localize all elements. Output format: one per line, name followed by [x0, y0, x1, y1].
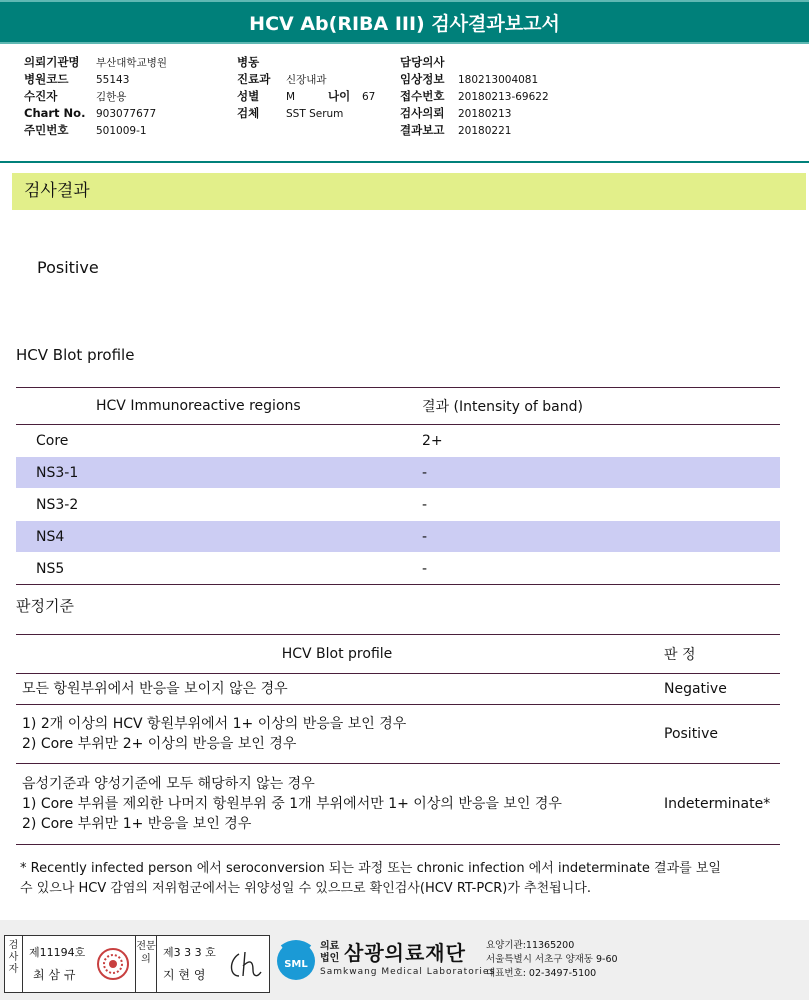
- table-header: [16, 388, 780, 425]
- specialist-name: 지 현 영: [163, 968, 206, 982]
- org-phone: 대표번호: 02-3497-5100: [486, 968, 597, 979]
- judge-cell: Negative: [658, 674, 780, 705]
- org-address: 서울특별시 서초구 양재동 9-60: [486, 954, 618, 965]
- info-value: 180213004081: [458, 74, 539, 86]
- column-header: 판 정: [658, 635, 780, 674]
- examiner-label: 검사자: [5, 936, 23, 992]
- legal-prefix: [320, 941, 339, 965]
- info-value: 김한용: [96, 91, 127, 103]
- table-row: [16, 521, 780, 553]
- footnote: [20, 859, 780, 899]
- table-row: [16, 764, 780, 845]
- criteria-line: 1) 2개 이상의 HCV 항원부위에서 1+ 이상의 반응을 보인 경우: [22, 716, 407, 732]
- info-label: Chart No.: [24, 106, 86, 120]
- table-row: [16, 553, 780, 585]
- footnote-line: 수 있으나 HCV 감염의 저위험군에서는 위양성일 수 있으므로 확인검사(HCV RT-PCR)가 추천됩니다.: [20, 881, 591, 896]
- info-column-1: [24, 54, 167, 139]
- seal-icon: [95, 946, 131, 982]
- info-value: 501009-1: [96, 125, 147, 137]
- footnote-line: * Recently infected person 에서 seroconversion 되는 과정 또는 chronic infection 에서 indeterminate 결과를 보일: [20, 861, 721, 876]
- organization-contact: [486, 939, 618, 981]
- criteria-cell: [16, 705, 658, 764]
- criteria-line: 2) Core 부위만 2+ 이상의 반응을 보인 경우: [22, 736, 297, 752]
- info-label: 담당의사: [400, 55, 445, 69]
- organization-name: 삼광의료재단: [344, 941, 466, 965]
- info-value: 20180213-69622: [458, 91, 549, 103]
- profile-table: [16, 387, 780, 585]
- legal-prefix-line: 법인: [320, 953, 340, 964]
- table-row: [16, 489, 780, 521]
- section-title: 검사결과: [12, 173, 806, 210]
- result-cell: -: [421, 521, 780, 553]
- criteria-line: 모든 항원부위에서 반응을 보이지 않은 경우: [22, 681, 288, 697]
- organization-block: [318, 937, 798, 992]
- org-code: 요양기관:11365200: [486, 940, 575, 951]
- table-row: [16, 425, 780, 457]
- ward-label: 병동: [237, 55, 260, 69]
- region-cell: NS5: [16, 553, 421, 585]
- profile-heading: HCV Blot profile: [16, 346, 135, 364]
- info-value: 20180221: [458, 125, 512, 137]
- specimen-value: SST Serum: [286, 108, 344, 120]
- organization-name-en: Samkwang Medical Laboratories: [320, 967, 496, 977]
- region-cell: NS4: [16, 521, 421, 553]
- info-column-2: [237, 54, 375, 122]
- info-label: 임상정보: [400, 72, 445, 86]
- dept-label: 진료과: [237, 72, 271, 86]
- judge-cell: Positive: [658, 705, 780, 764]
- result-value: Positive: [37, 258, 99, 277]
- logo-text: SML: [284, 959, 308, 970]
- result-cell: -: [421, 553, 780, 585]
- examiner-number: 제11194호: [29, 946, 86, 959]
- result-cell: -: [421, 489, 780, 521]
- header-divider: [0, 161, 809, 163]
- criteria-cell: [16, 674, 658, 705]
- info-value: 903077677: [96, 108, 157, 120]
- region-cell: NS3-1: [16, 457, 421, 489]
- info-label: 병원코드: [24, 72, 69, 86]
- info-value: 20180213: [458, 108, 512, 120]
- report-title: HCV Ab(RIBA III) 검사결과보고서: [0, 0, 809, 44]
- info-value: 부산대학교병원: [96, 57, 168, 69]
- result-cell: 2+: [421, 425, 780, 457]
- criteria-cell: [16, 764, 658, 845]
- sex-value: M: [286, 91, 296, 103]
- legal-prefix-line: 의료: [320, 941, 340, 952]
- criteria-table: [16, 634, 780, 845]
- specialist-number: 제3 3 3 호: [163, 946, 216, 959]
- region-cell: NS3-2: [16, 489, 421, 521]
- info-label: 결과보고: [400, 123, 445, 137]
- specialist-label: 전문의: [135, 936, 157, 992]
- criteria-heading: 판정기준: [16, 597, 74, 615]
- signature-icon: [225, 946, 265, 982]
- specimen-label: 검체: [237, 106, 260, 120]
- age-label: 나이: [328, 89, 351, 103]
- info-value: 55143: [96, 74, 130, 86]
- age-value: 67: [362, 91, 376, 103]
- table-row: [16, 457, 780, 489]
- examiner-name: 최 삼 규: [33, 968, 76, 982]
- signature-box: [4, 935, 270, 993]
- info-label: 수진자: [24, 89, 58, 103]
- info-label: 검사의뢰: [400, 106, 445, 120]
- info-label: 의뢰기관명: [24, 55, 80, 69]
- info-label: 접수번호: [400, 89, 445, 103]
- info-label: 주민번호: [24, 123, 69, 137]
- table-row: [16, 674, 780, 705]
- judge-cell: Indeterminate*: [658, 764, 780, 845]
- table-row: [16, 705, 780, 764]
- sml-logo-icon: [274, 937, 319, 982]
- region-cell: Core: [16, 425, 421, 457]
- column-header: 결과 (Intensity of band): [421, 388, 780, 425]
- column-header: HCV Blot profile: [16, 635, 658, 674]
- column-header: HCV Immunoreactive regions: [16, 388, 421, 425]
- info-column-3: [400, 54, 549, 139]
- dept-value: 신장내과: [286, 74, 327, 86]
- sex-label: 성별: [237, 89, 260, 103]
- criteria-line: 음성기준과 양성기준에 모두 해당하지 않는 경우: [22, 776, 315, 792]
- criteria-line: 1) Core 부위를 제외한 나머지 항원부위 중 1개 부위에서만 1+ 이상의 반응을 보인 경우: [22, 796, 562, 812]
- criteria-line: 2) Core 부위만 1+ 반응을 보인 경우: [22, 816, 252, 832]
- result-cell: -: [421, 457, 780, 489]
- table-header: [16, 635, 780, 674]
